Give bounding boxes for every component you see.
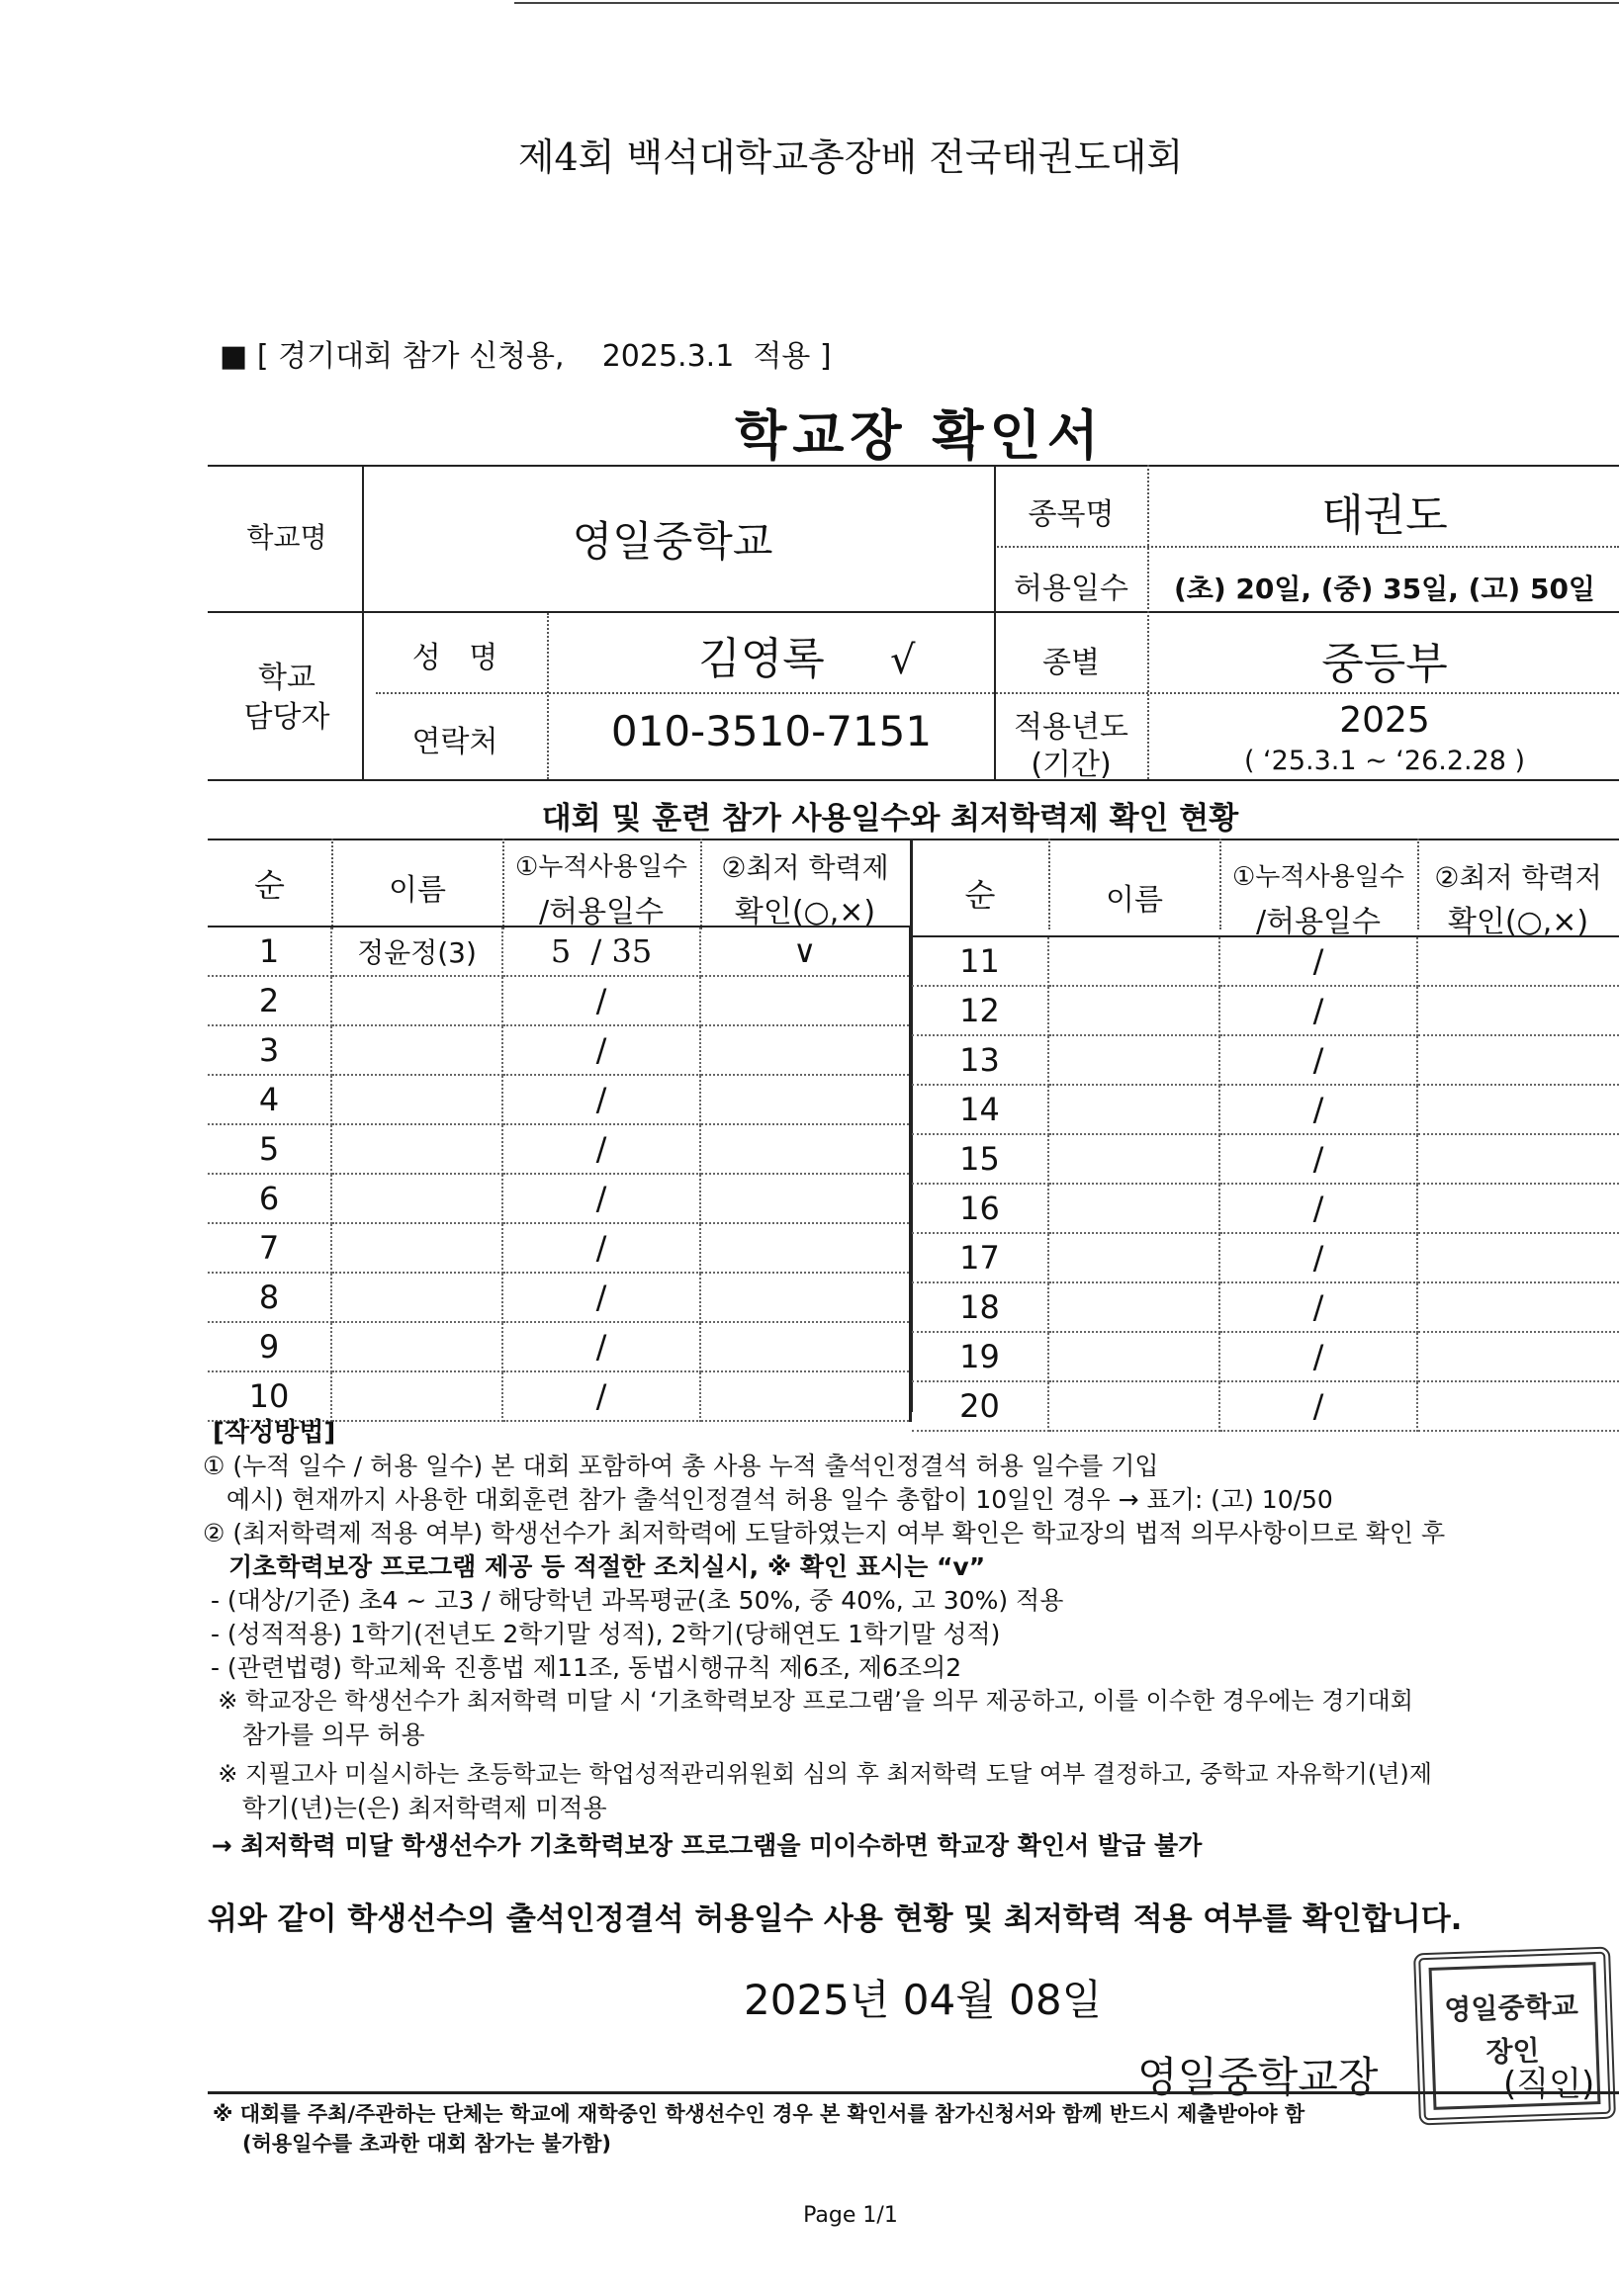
row-days: / bbox=[1219, 937, 1417, 986]
row-check bbox=[1417, 1085, 1619, 1134]
method-line: ※ 지필고사 미실시하는 초등학교는 학업성적관리위원회 심의 후 최저학력 도달 여부 결정하고, 중학교 자유학기(년)제 bbox=[203, 1760, 1432, 1788]
row-name bbox=[331, 1322, 502, 1371]
division: 중등부 bbox=[1321, 639, 1448, 689]
row-check bbox=[1417, 1233, 1619, 1282]
seal-suffix: (직인) bbox=[1503, 2065, 1595, 2104]
row-days: / bbox=[1219, 1282, 1417, 1332]
row-check bbox=[700, 1371, 910, 1421]
row-days: / bbox=[502, 1075, 700, 1124]
row-check bbox=[1417, 1184, 1619, 1233]
row-days: / bbox=[1219, 1184, 1417, 1233]
usage-table-left bbox=[208, 927, 912, 1422]
contact: 010-3510-7151 bbox=[610, 707, 933, 755]
row-name bbox=[331, 1025, 502, 1075]
document-title: 학교장 확인서 bbox=[735, 404, 1105, 467]
row-no: 6 bbox=[208, 1174, 331, 1223]
row-check bbox=[1417, 1134, 1619, 1184]
table-row bbox=[208, 1075, 910, 1124]
row-name bbox=[331, 1273, 502, 1322]
info-col-divider-4 bbox=[1147, 465, 1149, 779]
info-row-divider-1 bbox=[208, 611, 1619, 613]
row-days: / bbox=[502, 1174, 700, 1223]
row-no: 8 bbox=[208, 1273, 331, 1322]
row-no: 1 bbox=[208, 927, 331, 976]
row-check bbox=[1417, 1332, 1619, 1381]
confirm-date: 2025년 04월 08일 bbox=[744, 1976, 1103, 2024]
col-no-left: 순 bbox=[254, 866, 285, 904]
info-bottom-border bbox=[208, 779, 1619, 781]
sport: 태권도 bbox=[1321, 490, 1448, 541]
row-no: 3 bbox=[208, 1025, 331, 1075]
row-no: 20 bbox=[912, 1381, 1048, 1431]
row-no: 9 bbox=[208, 1322, 331, 1371]
method-line: 학기(년)는(은) 최저학력제 미적용 bbox=[203, 1794, 607, 1822]
row-days: / bbox=[502, 1273, 700, 1322]
table-row bbox=[912, 986, 1619, 1035]
division-label: 종별 bbox=[1042, 646, 1100, 680]
manager-name: 김영록 bbox=[698, 634, 825, 684]
row-check bbox=[700, 1025, 910, 1075]
row-check bbox=[700, 1174, 910, 1223]
col-check-right-2: 확인(○,×) bbox=[1447, 905, 1589, 939]
row-check bbox=[1417, 986, 1619, 1035]
method-line: - (성적적용) 1학기(전년도 2학기말 성적), 2학기(당해연도 1학기말 성적) bbox=[203, 1620, 1001, 1648]
form-note: ■ [ 경기대회 참가 신청용, 2025.3.1 적용 ] bbox=[220, 339, 832, 374]
row-name bbox=[1048, 937, 1219, 986]
row-no: 2 bbox=[208, 976, 331, 1025]
col-days-left-2: /허용일수 bbox=[538, 895, 665, 929]
row-no: 11 bbox=[912, 937, 1048, 986]
col-check-right-1: ②최저 학력저 bbox=[1434, 861, 1602, 894]
period: ( ‘25.3.1 ~ ‘26.2.28 ) bbox=[1243, 746, 1526, 776]
event-title: 제4회 백석대학교총장배 전국태권도대회 bbox=[517, 135, 1184, 179]
info-top-border bbox=[208, 465, 1619, 467]
method-title: [작성방법] bbox=[213, 1418, 336, 1448]
col-no-right: 순 bbox=[964, 876, 996, 914]
table-row bbox=[208, 1174, 910, 1223]
row-no: 18 bbox=[912, 1282, 1048, 1332]
row-no: 13 bbox=[912, 1035, 1048, 1085]
row-check bbox=[1417, 937, 1619, 986]
col-name-left: 이름 bbox=[389, 873, 446, 908]
table-row bbox=[912, 1282, 1619, 1332]
footer-note-2: (허용일수를 초과한 대회 참가는 불가함) bbox=[242, 2132, 612, 2156]
row-no: 5 bbox=[208, 1124, 331, 1174]
row-name bbox=[1048, 1233, 1219, 1282]
allowed-days: (초) 20일, (중) 35일, (고) 50일 bbox=[1174, 573, 1595, 605]
table-row bbox=[208, 1025, 910, 1075]
row-name bbox=[1048, 1282, 1219, 1332]
row-name bbox=[1048, 1184, 1219, 1233]
info-col-divider-1 bbox=[362, 465, 364, 779]
table-row bbox=[208, 1124, 910, 1174]
row-name bbox=[1048, 1381, 1219, 1431]
row-name bbox=[1048, 1085, 1219, 1134]
row-check bbox=[700, 1322, 910, 1371]
table-row bbox=[912, 937, 1619, 986]
row-check bbox=[700, 976, 910, 1025]
row-days: / bbox=[1219, 1134, 1417, 1184]
table-row bbox=[912, 1332, 1619, 1381]
method-line: 예시) 현재까지 사용한 대회훈련 참가 출석인정결석 허용 일수 총합이 10일인 경우 → 표기: (고) 10/50 bbox=[203, 1485, 1333, 1514]
method-line: ① (누적 일수 / 허용 일수) 본 대회 포함하여 총 사용 누적 출석인정결석 허용 일수를 기입 bbox=[203, 1452, 1159, 1480]
manager-label-line1: 학교 bbox=[258, 661, 315, 695]
info-col-divider-3 bbox=[994, 465, 996, 779]
row-name bbox=[331, 1174, 502, 1223]
usage-table-right bbox=[912, 937, 1619, 1432]
row-name bbox=[331, 1371, 502, 1421]
row-no: 10 bbox=[208, 1371, 331, 1421]
table-row bbox=[912, 1134, 1619, 1184]
row-days: / bbox=[1219, 1332, 1417, 1381]
confirmation-text: 위와 같이 학생선수의 출석인정결석 허용일수 사용 현황 및 최저학력 적용 여부를 확인합니다. bbox=[208, 1901, 1463, 1937]
signer: 영일중학교장 bbox=[1137, 2053, 1379, 2101]
sport-label: 종목명 bbox=[1028, 497, 1115, 532]
table-row bbox=[208, 1273, 910, 1322]
row-name bbox=[331, 1124, 502, 1174]
row-check bbox=[700, 1124, 910, 1174]
col-days-right-2: /허용일수 bbox=[1255, 905, 1382, 939]
row-days: / bbox=[1219, 986, 1417, 1035]
col-check-left-1: ②최저 학력제 bbox=[721, 851, 889, 884]
info-row-divider-3 bbox=[994, 546, 1619, 548]
info-col-divider-2 bbox=[547, 613, 549, 779]
contact-label: 연락처 bbox=[411, 725, 498, 759]
footer-note: ※ 대회를 주최/주관하는 단체는 학교에 재학중인 학생선수인 경우 본 확인서를 참가신청서와 함께 반드시 제출받아야 함 bbox=[213, 2102, 1305, 2126]
method-line: → 최저학력 미달 학생선수가 기초학력보장 프로그램을 미이수하면 학교장 확인서 발급 불가 bbox=[203, 1831, 1203, 1860]
table-row bbox=[912, 1035, 1619, 1085]
row-check bbox=[700, 1223, 910, 1273]
footer-divider bbox=[208, 2091, 1619, 2094]
year: 2025 bbox=[1339, 700, 1430, 741]
row-name bbox=[331, 1075, 502, 1124]
row-check bbox=[700, 1075, 910, 1124]
row-no: 12 bbox=[912, 986, 1048, 1035]
row-no: 17 bbox=[912, 1233, 1048, 1282]
row-days: / bbox=[1219, 1381, 1417, 1431]
row-name bbox=[1048, 1035, 1219, 1085]
row-days: / bbox=[1219, 1035, 1417, 1085]
info-row-divider-2 bbox=[376, 692, 1619, 694]
row-check bbox=[1417, 1035, 1619, 1085]
scan-edge bbox=[514, 2, 1619, 4]
row-no: 4 bbox=[208, 1075, 331, 1124]
row-no: 14 bbox=[912, 1085, 1048, 1134]
row-no: 7 bbox=[208, 1223, 331, 1273]
row-days: / bbox=[502, 1124, 700, 1174]
table-row bbox=[912, 1184, 1619, 1233]
school-name: 영일중학교 bbox=[572, 517, 773, 566]
row-days: / bbox=[502, 1223, 700, 1273]
method-line: - (관련법령) 학교체육 진흥법 제11조, 동법시행규칙 제6조, 제6조의2 bbox=[203, 1653, 962, 1682]
year-label-line1: 적용년도 bbox=[1014, 710, 1128, 745]
col-name-right: 이름 bbox=[1106, 883, 1163, 918]
row-no: 16 bbox=[912, 1184, 1048, 1233]
row-check bbox=[1417, 1282, 1619, 1332]
row-name bbox=[1048, 986, 1219, 1035]
check-mark: √ bbox=[890, 638, 916, 683]
page-number: Page 1/1 bbox=[803, 2203, 898, 2228]
method-line: ※ 학교장은 학생선수가 최저학력 미달 시 ‘기초학력보장 프로그램’을 의무 제공하고, 이를 이수한 경우에는 경기대회 bbox=[203, 1687, 1413, 1715]
row-name bbox=[331, 976, 502, 1025]
method-line: 참가를 의무 허용 bbox=[203, 1721, 425, 1749]
table-row bbox=[912, 1381, 1619, 1431]
table-row bbox=[912, 1085, 1619, 1134]
col-check-left-2: 확인(○,×) bbox=[734, 895, 876, 929]
status-title: 대회 및 훈련 참가 사용일수와 최저학력제 확인 현황 bbox=[541, 801, 1239, 837]
row-days: / bbox=[502, 1371, 700, 1421]
row-name: 정윤정(3) bbox=[331, 927, 502, 976]
table-row bbox=[208, 1322, 910, 1371]
row-name bbox=[1048, 1134, 1219, 1184]
method-line: - (대상/기준) 초4 ~ 고3 / 해당학년 과목평균(초 50%, 중 40%, 고 30%) 적용 bbox=[203, 1586, 1064, 1615]
row-name bbox=[331, 1223, 502, 1273]
row-no: 19 bbox=[912, 1332, 1048, 1381]
method-line: 기초학력보장 프로그램 제공 등 적절한 조치실시, ※ 확인 표시는 “v” bbox=[203, 1552, 986, 1581]
row-days: / bbox=[1219, 1085, 1417, 1134]
row-days: / bbox=[502, 1322, 700, 1371]
row-days: / bbox=[1219, 1233, 1417, 1282]
row-check: ∨ bbox=[700, 927, 910, 976]
table-row bbox=[208, 1223, 910, 1273]
name-label: 성 명 bbox=[411, 641, 498, 675]
table-row bbox=[912, 1233, 1619, 1282]
row-no: 15 bbox=[912, 1134, 1048, 1184]
col-days-right-1: ①누적사용일수 bbox=[1231, 862, 1404, 892]
seal-text: 영일중학교장인 bbox=[1443, 1988, 1579, 2070]
row-days: 5 / 35 bbox=[502, 927, 700, 976]
school-name-label: 학교명 bbox=[246, 521, 327, 554]
allowed-days-label: 허용일수 bbox=[1014, 572, 1128, 606]
manager-label-line2: 담당자 bbox=[243, 700, 330, 735]
table-row bbox=[208, 976, 910, 1025]
status-table-top bbox=[208, 839, 1619, 840]
method-line: ② (최저학력제 적용 여부) 학생선수가 최저학력에 도달하였는지 여부 확인은 학교장의 법적 의무사항이므로 확인 후 bbox=[203, 1519, 1446, 1547]
row-name bbox=[1048, 1332, 1219, 1381]
row-check bbox=[700, 1273, 910, 1322]
year-label-line2: (기간) bbox=[1031, 748, 1112, 782]
row-days: / bbox=[502, 976, 700, 1025]
col-days-left-1: ①누적사용일수 bbox=[514, 852, 687, 882]
row-check bbox=[1417, 1381, 1619, 1431]
table-row bbox=[208, 927, 910, 976]
row-days: / bbox=[502, 1025, 700, 1075]
